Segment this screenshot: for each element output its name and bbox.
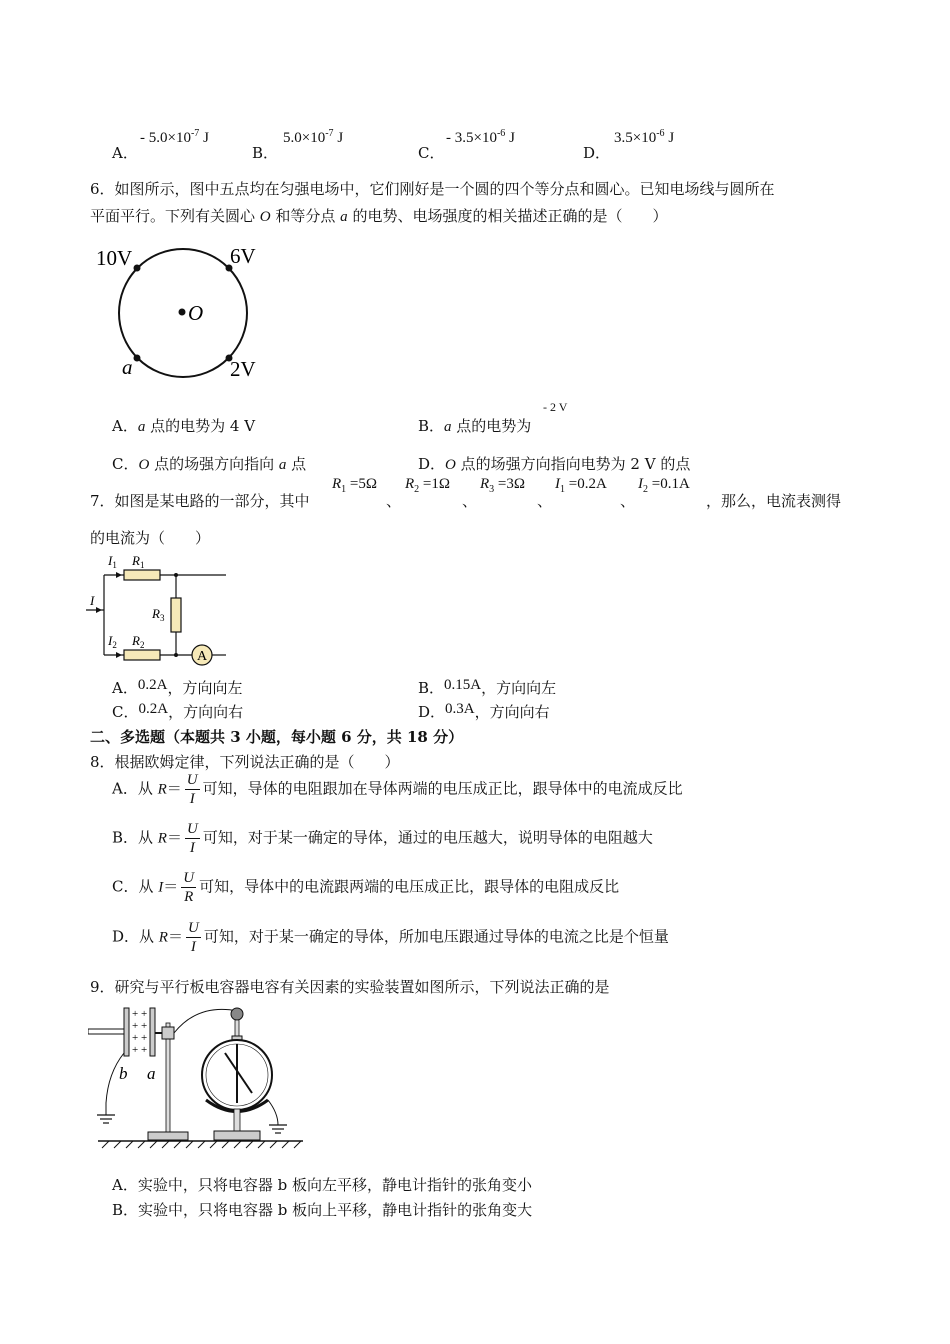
stand-base xyxy=(148,1132,188,1140)
junction-top xyxy=(174,573,178,577)
ground-symbol-electroscope xyxy=(269,1125,287,1133)
section-2-title: 二、多选题（本题共 3 小题，每小题 6 分，共 18 分） xyxy=(90,728,464,746)
point-o xyxy=(179,309,186,316)
arrow-i xyxy=(96,607,102,613)
electroscope-knob xyxy=(231,1008,243,1020)
svg-text:+: + xyxy=(132,1032,139,1044)
q8-d-fraction: $\frac{U}{I}$ xyxy=(187,920,199,955)
electroscope-base xyxy=(214,1131,260,1140)
plate-a xyxy=(150,1008,155,1056)
svg-text:+: + xyxy=(141,1032,148,1044)
junction-bottom xyxy=(174,653,178,657)
svg-text:+: + xyxy=(132,1008,139,1020)
q5-option-b-value: $5.0\times 10^{-7}$ J xyxy=(283,128,344,146)
label-6v: 6V xyxy=(230,244,256,268)
ground-symbol-b xyxy=(97,1115,115,1123)
q8-option-c: C．从 I＝ $\frac{U}{R}$ 可知，导体中的电流跟两端的电压成正比，跟导体的电阻成反比 xyxy=(112,870,620,905)
label-b: b xyxy=(119,1064,128,1083)
label-i1: $I_1$ xyxy=(108,553,117,570)
floor-hatching xyxy=(102,1141,301,1148)
label-a: a xyxy=(147,1064,156,1083)
q7-sep-3: 、 xyxy=(537,492,553,510)
q5-option-d-value: $3.5\times 10^{-6}$ J xyxy=(614,128,675,146)
q5-option-a-label: A． xyxy=(112,144,138,162)
q6-option-b-value: - 2 V xyxy=(543,400,568,414)
label-r2: $R_2$ xyxy=(132,633,145,650)
q5-option-c-label: C． xyxy=(418,144,445,162)
resistor-r2 xyxy=(124,650,160,660)
q8-b-fraction: $\frac{U}{I}$ xyxy=(186,821,198,856)
q7-param-r3: $R_3 =3\Omega$ xyxy=(480,476,526,495)
ammeter-label: A xyxy=(197,649,208,664)
q7-sep-1: 、 xyxy=(386,492,402,510)
label-i2: $I_2$ xyxy=(108,633,117,650)
q7-sep-2: 、 xyxy=(462,492,478,510)
point-10v xyxy=(134,265,141,272)
q7-stem-end: ，那么，电流表测得 xyxy=(706,492,842,510)
label-a: a xyxy=(122,355,133,379)
charges xyxy=(132,1008,147,1056)
connecting-wire xyxy=(174,1009,238,1033)
q6-option-b: B．a 点的电势为 xyxy=(418,417,532,435)
label-o: O xyxy=(188,301,204,325)
q8-option-b: B．从 R＝ $\frac{U}{I}$ 可知，对于某一确定的导体，通过的电压越大，说明导体的电阻越大 xyxy=(112,821,653,856)
q7-stem-line2: 的电流为（ ） xyxy=(90,529,211,547)
q7-circuit-figure xyxy=(86,548,231,670)
svg-text:+: + xyxy=(132,1020,139,1032)
q7-option-a: A．0.2A，方向向左 xyxy=(112,677,243,697)
label-r1: $R_1$ xyxy=(132,553,145,570)
label-i: I xyxy=(90,593,95,608)
q5-option-a-value: - $5.0\times 10^{-7}$ J xyxy=(140,128,209,146)
q5-option-b-label: B． xyxy=(252,144,279,162)
label-10v: 10V xyxy=(96,246,133,270)
insulating-handle xyxy=(88,1029,124,1034)
q8-option-d: D．从 R＝ $\frac{U}{I}$ 可知，对于某一确定的导体，所加电压跟通过导体的电流之比是个恒量 xyxy=(112,920,669,955)
q8-a-fraction: $\frac{U}{I}$ xyxy=(186,772,198,807)
q6-circle-figure xyxy=(90,238,280,383)
q7-param-r2: $R_2 =1\Omega$ xyxy=(405,476,451,495)
q6-option-c: C．O 点的场强方向指向 a 点 xyxy=(112,455,307,473)
label-r3: $R_3$ xyxy=(152,606,165,623)
q7-stem-start: 7．如图是某电路的一部分，其中 xyxy=(90,492,310,510)
q7-option-b: B．0.15A，方向向左 xyxy=(418,677,557,697)
svg-text:+: + xyxy=(141,1020,148,1032)
q7-param-r1: $R_1 =5\Omega$ xyxy=(332,476,378,495)
q8-option-a: A．从 R＝ $\frac{U}{I}$ 可知，导体的电阻跟加在导体两端的电压成正比，跟导体中的电流成反比 xyxy=(112,772,683,807)
arrow-i1 xyxy=(116,572,122,578)
plate-b xyxy=(124,1008,129,1056)
q9-capacitor-figure xyxy=(88,1003,308,1153)
q6-option-d: D．O 点的场强方向指向电势为 2 V 的点 xyxy=(418,455,691,473)
q7-option-d: D．0.3A，方向向右 xyxy=(418,701,550,721)
q9-option-b: B．实验中，只将电容器 b 板向上平移，静电计指针的张角变大 xyxy=(112,1201,533,1219)
q6-option-a: A．a 点的电势为 4 V xyxy=(112,417,256,435)
ground-wire-electroscope xyxy=(268,1100,278,1125)
q9-stem: 9．研究与平行板电容器电容有关因素的实验装置如图所示，下列说法正确的是 xyxy=(90,978,610,996)
q5-option-d-label: D． xyxy=(583,144,611,162)
ground-wire-b xyxy=(106,1053,124,1115)
electroscope-stem xyxy=(234,1109,240,1131)
q6-stem-line1: 6．如图所示，图中五点均在匀强电场中，它们刚好是一个圆的四个等分点和圆心。已知电场线与圆所在 xyxy=(90,180,775,198)
point-a xyxy=(134,355,141,362)
q7-param-i2: $I_2 =0.1A$ xyxy=(638,476,690,495)
label-2v: 2V xyxy=(230,357,256,381)
q6-stem-line2: 平面平行。下列有关圆心 O 和等分点 a 的电势、电场强度的相关描述正确的是（ ） xyxy=(90,207,668,225)
svg-text:+: + xyxy=(132,1044,139,1056)
svg-text:+: + xyxy=(141,1044,148,1056)
q5-option-c-value: - $3.5\times 10^{-6}$ J xyxy=(446,128,515,146)
arrow-i2 xyxy=(116,652,122,658)
resistor-r3 xyxy=(171,598,181,632)
stand-clamp xyxy=(162,1027,174,1039)
svg-text:+: + xyxy=(141,1008,148,1020)
q7-option-c: C．0.2A，方向向右 xyxy=(112,701,244,721)
q7-sep-4: 、 xyxy=(620,492,636,510)
q8-stem: 8．根据欧姆定律，下列说法正确的是（ ） xyxy=(90,753,400,771)
resistor-r1 xyxy=(124,570,160,580)
q9-option-a: A．实验中，只将电容器 b 板向左平移，静电计指针的张角变小 xyxy=(112,1176,532,1194)
q8-c-fraction: $\frac{U}{R}$ xyxy=(183,870,195,905)
q7-param-i1: $I_1 =0.2A$ xyxy=(555,476,607,495)
